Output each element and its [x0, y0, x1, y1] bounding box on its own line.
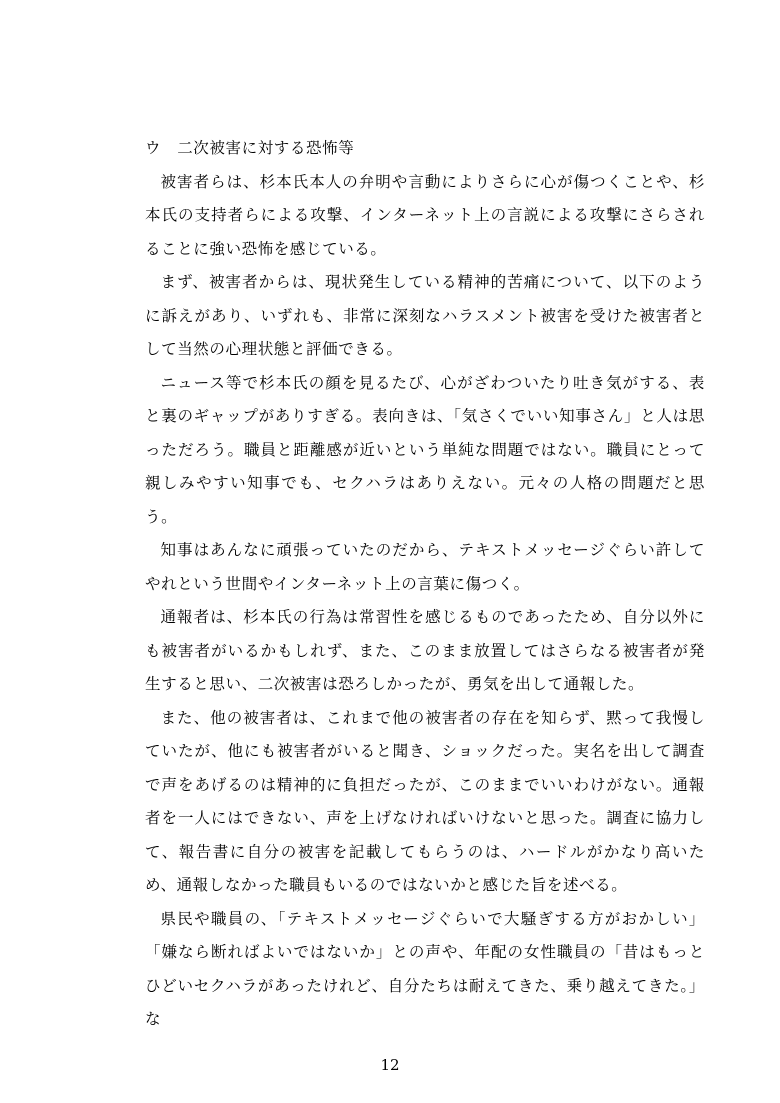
page-number: 12 [380, 1056, 400, 1074]
paragraph-6: また、他の被害者は、これまで他の被害者の存在を知らず、黙って我慢していたが、他にも被害者がいると聞き、ショックだった。実名を出して調査で声をあげるのは精神的に負担だったが、このままでいいわけがない。通報者を一人にはできない、声を上げなければいけないと思った。調査に協力して、報告書に自分の被害を記載してもらうのは、ハードルがかなり高いため、通報しなかった職員もいるのではないかと感じた旨を述べる。 [145, 708, 705, 894]
paragraph-1: 被害者らは、杉本氏本人の弁明や言動によりさらに心が傷つくことや、杉本氏の支持者らによる攻撃、インターネット上の言説による攻撃にさらされることに強い恐怖を感じている。 [145, 172, 705, 258]
paragraph-7: 県民や職員の、「テキストメッセージぐらいで大騒ぎする方がおかしい」「嫌なら断ればよいではないか」との声や、年配の女性職員の「昔はもっとひどいセクハラがあったけれど、自分たちは耐えてきた、乗り越えてきた。」な [145, 909, 705, 1028]
paragraph-5: 通報者は、杉本氏の行為は常習性を感じるものであったため、自分以外にも被害者がいるかもしれず、また、このまま放置してはさらなる被害者が発生すると思い、二次被害は恐ろしかったが、勇気を出して通報した。 [145, 608, 705, 693]
paragraph-4: 知事はあんなに頑張っていたのだから、テキストメッセージぐらい許してやれという世間やインターネット上の言葉に傷つく。 [145, 541, 705, 593]
document-body [145, 132, 705, 1037]
paragraph-3: ニュース等で杉本氏の顔を見るたび、心がざわついたり吐き気がする、表と裏のギャップがありすぎる。表向きは、「気さくでいい知事さん」と人は思っただろう。職員と距離感が近いという単純な問題ではない。職員にとって親しみやすい知事でも、セクハラはありえない。元々の人格の問題だと思う。 [145, 373, 705, 526]
paragraph-2: まず、被害者からは、現状発生している精神的苦痛について、以下のように訴えがあり、いずれも、非常に深刻なハラスメント被害を受けた被害者として当然の心理状態と評価できる。 [145, 273, 705, 358]
section-heading: ウ 二次被害に対する恐怖等 [145, 139, 355, 157]
